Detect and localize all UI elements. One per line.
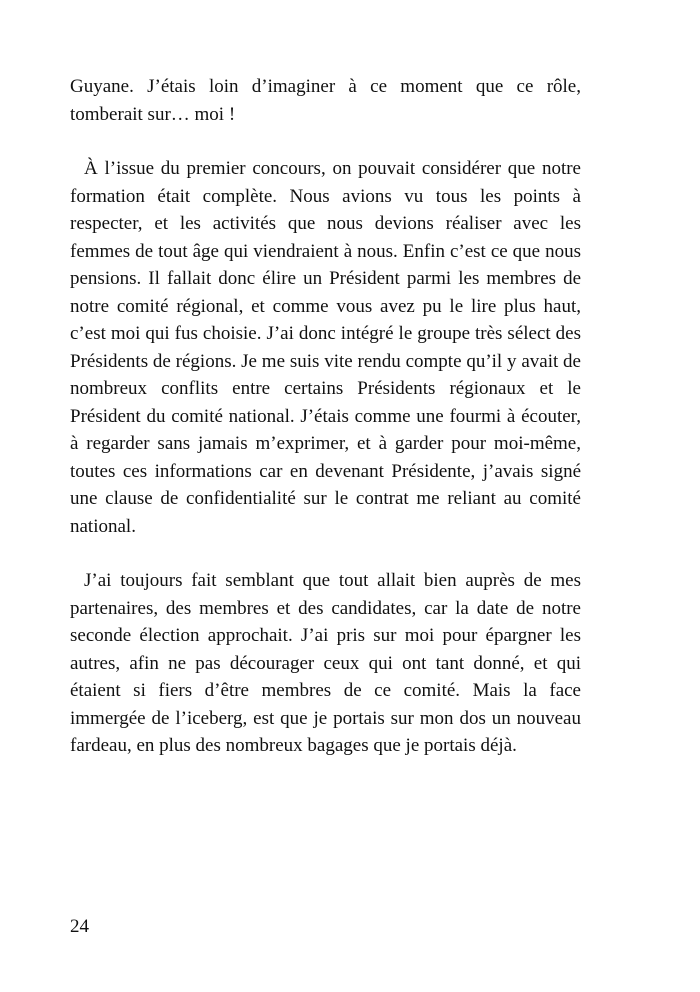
paragraph-3: J’ai toujours fait semblant que tout allait bien auprès de mes partenaires, des membres et des candidates, car la date de notre seconde élection approchait. J’ai pris sur moi pour épargner les autres, afin ne pas décourager ceux qui ont tant donné, et qui étaient si fiers d’être membres de ce comité. Mais la face immergée de l’iceberg, est que je portais sur mon dos un nouveau fardeau, en plus des nombreux bagages que je portais déjà. [70,570,581,756]
paragraph-1: Guyane. J’étais loin d’imaginer à ce moment que ce rôle, tomberait sur… moi ! [70,76,581,125]
body-text [70,73,581,760]
page-number: 24 [70,916,89,937]
paragraph-spacer [70,128,581,155]
paragraph-2: À l’issue du premier concours, on pouvait considérer que notre formation était complète. Nous avions vu tous les points à respecter, et les activités que nous devions réaliser avec les femmes de tout âge qui viendraient à nous. Enfin c’est ce que nous pensions. Il fallait donc élire un Président parmi les membres de notre comité régional, et comme vous avez pu le lire plus haut, c’est moi qui fus choisie. J’ai donc intégré le groupe très sélect des Présidents de régions. Je me suis vite rendu compte qu’il y avait de nombreux conflits entre certains Présidents régionaux et le Président du comité national. J’étais comme une fourmi à écouter, à regarder sans jamais m’exprimer, et à garder pour moi-même, toutes ces informations car en devenant Présidente, j’avais signé une clause de confidentialité sur le contrat me reliant au comité national. [70,158,581,537]
paragraph-spacer [70,540,581,567]
